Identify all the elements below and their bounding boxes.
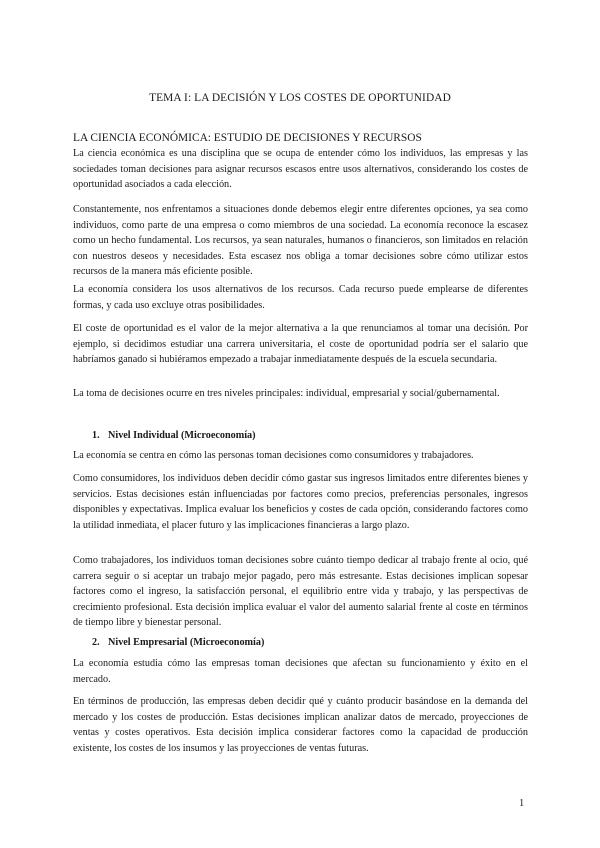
paragraph: La ciencia económica es una disciplina que se ocupa de entender cómo los individuos, las empresas y las sociedades toman decisiones para asignar recursos escasos entre usos alternativos, considerando los costes de oportunidad asociados a cada elección. [73,148,528,191]
list-heading-label: Nivel Individual (Microeconomía) [108,430,256,441]
paragraph: Como trabajadores, los individuos toman decisiones sobre cuánto tiempo dedicar al trabajo frente al ocio, qué carrera seguir o si aceptar un trabajo mejor pagado, pero más estresante. Estas decisiones implican sopesar factores como el ingreso, la satisfacción personal, el equilibrio entre vida y trabajo, y las perspectivas de crecimiento profesional. Esta decisión implica evaluar el valor del aumento salarial frente al coste en términos de tiempo libre y bienestar personal. [73,555,528,629]
list-heading-individual [92,430,256,441]
paragraph: La toma de decisiones ocurre en tres niveles principales: individual, empresarial y social/gubernamental. [73,388,500,399]
page-title: TEMA I: LA DECISIÓN Y LOS COSTES DE OPORTUNIDAD [149,92,451,104]
paragraph: En términos de producción, las empresas deben decidir qué y cuánto producir basándose en la demanda del mercado y los costes de producción. Estas decisiones implican analizar datos de mercado, proyecciones de ventas y costes operativos. Esta decisión implica considerar factores como la capacidad de producción existente, los costes de los insumos y las proyecciones de ventas futuras. [73,696,528,754]
paragraph: Como consumidores, los individuos deben decidir cómo gastar sus ingresos limitados entre diferentes bienes y servicios. Estas decisiones están influenciadas por factores como precios, preferencias personales, ingresos disponibles y expectativas. Implica evaluar los beneficios y costes de cada opción, considerando factores como la utilidad inmediata, el placer futuro y las implicaciones financieras a largo plazo. [73,473,528,531]
list-number: 1. [92,430,100,441]
paragraph: El coste de oportunidad es el valor de la mejor alternativa a la que renunciamos al tomar una decisión. Por ejemplo, si decidimos estudiar una carrera universitaria, el coste de oportunidad podría ser el salario que habríamos ganado si hubiéramos empezado a trabajar inmediatamente después de la escuela secundaria. [73,323,528,366]
paragraph: La economía considera los usos alternativos de los recursos. Cada recurso puede emplearse de diferentes formas, y cada uso excluye otras posibilidades. [73,284,528,311]
list-heading-empresarial [92,637,264,648]
list-number: 2. [92,637,100,648]
paragraph: La economía se centra en cómo las personas toman decisiones como consumidores y trabajadores. [73,450,474,461]
paragraph: Constantemente, nos enfrentamos a situaciones donde debemos elegir entre diferentes opciones, ya sea como individuos, como parte de una empresa o como miembros de una sociedad. La economía reconoce la escasez como un hecho fundamental. Los recursos, ya sean naturales, humanos o financieros, son limitados en relación con nuestros deseos y necesidades. Esta escasez nos obliga a tomar decisiones sobre cómo utilizar estos recursos de la manera más eficiente posible. [73,204,528,278]
list-heading-label: Nivel Empresarial (Microeconomía) [108,637,265,648]
page-number: 1 [519,798,525,809]
paragraph: La economía estudia cómo las empresas toman decisiones que afectan su funcionamiento y éxito en el mercado. [73,658,528,685]
section-heading: LA CIENCIA ECONÓMICA: ESTUDIO DE DECISIONES Y RECURSOS [73,132,422,144]
